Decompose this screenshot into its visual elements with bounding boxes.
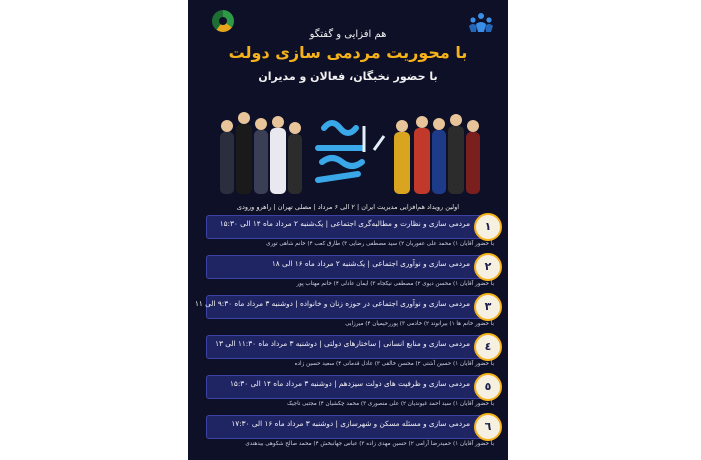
sessions-list (194, 213, 496, 453)
session-title: مردمی سازی و ظرفیت های دولت سیزدهم | دوشنبه ۳ مرداد ماه ۱۴ الی ۱۵:۳۰ (229, 379, 470, 388)
session-speakers: با حضور آقایان ۱) محمد علی عفوریان ۲) سید مصطفی رضایی ۳) طارق کعب ۴) خانم شاهی توری (266, 241, 494, 247)
session-item (206, 333, 496, 373)
heading-line-1: هم افزایی و گفتگو (309, 29, 387, 40)
session-title: مردمی سازی و نوآوری اجتماعی در حوزه زنان و خانواده | دوشنبه ۳ مرداد ماه ۹:۳۰ الی ۱۱ (194, 299, 470, 308)
session-speakers: با حضور خانم ها ۱) بیرانوند ۲) خادمی ۳) پوررحیمیان ۴) میرزایی (345, 321, 494, 327)
event-subtitle: اولین رویداد هم‌افزایی مدیریت ایران | ۲ الی ۶ مرداد | مصلی تهران | راهرو ورودی (236, 203, 460, 211)
emblem-logo (208, 10, 238, 46)
session-number-badge: ٢ (474, 253, 502, 281)
session-number-badge: ١ (474, 213, 502, 241)
session-speakers: با حضور آقایان ۱) سید احمد غیوندیان ۲) علی منصوری ۳) محمد چکشیان ۴) مجتبی تاجیک (286, 401, 494, 407)
session-title: مردمی سازی و منابع انسانی | ساختارهای دولتی | دوشنبه ۳ مرداد ماه ۱۱:۳۰ الی ۱۳ (215, 339, 470, 348)
session-number-badge: ٥ (474, 373, 502, 401)
session-number-badge: ٣ (474, 293, 502, 321)
heading-line-3: با حضور نخبگان، فعالان و مدیران (258, 70, 438, 83)
session-number-badge: ٦ (474, 413, 502, 441)
session-title: مردمی سازی و مسئله مسکن و شهرسازی | دوشنبه ۳ مرداد ماه ۱۶ الی ۱۷:۳۰ (231, 419, 470, 428)
session-item (206, 413, 496, 453)
session-number-badge: ٤ (474, 333, 502, 361)
session-item (194, 293, 496, 333)
session-item (206, 213, 496, 253)
session-item (206, 373, 496, 413)
session-speakers: با حضور آقایان ۱) حمیدرضا آرامی ۲) حسین مهدی زاده ۳) عباس جهانبخش ۴) محمد صالح شکوهی بیدهندی (245, 441, 494, 447)
session-speakers: با حضور آقایان ۱) محسن دیوی ۲) مصطفی نیکجاه ۳) ایمان عادلی ۴) خانم مهتاب پور (296, 281, 494, 287)
session-title: مردمی سازی و نوآوری اجتماعی | یک‌شنبه ۲ مرداد ماه ۱۶ الی ۱۸ (271, 259, 470, 268)
session-title: مردمی سازی و نظارت و مطالبه‌گری اجتماعی | یک‌شنبه ۲ مرداد ماه ۱۴ الی ۱۵:۳۰ (219, 219, 470, 228)
heading-main: با محوریت مردمی سازی دولت (228, 43, 468, 62)
session-speakers: با حضور آقایان ۱) حسین آشتی ۲) محسن خالقی ۳) عادل قدمانی ۴) سعید حسین زاده (294, 361, 494, 367)
event-poster (188, 0, 508, 460)
people-banner-image (214, 110, 484, 200)
session-item (206, 253, 496, 293)
